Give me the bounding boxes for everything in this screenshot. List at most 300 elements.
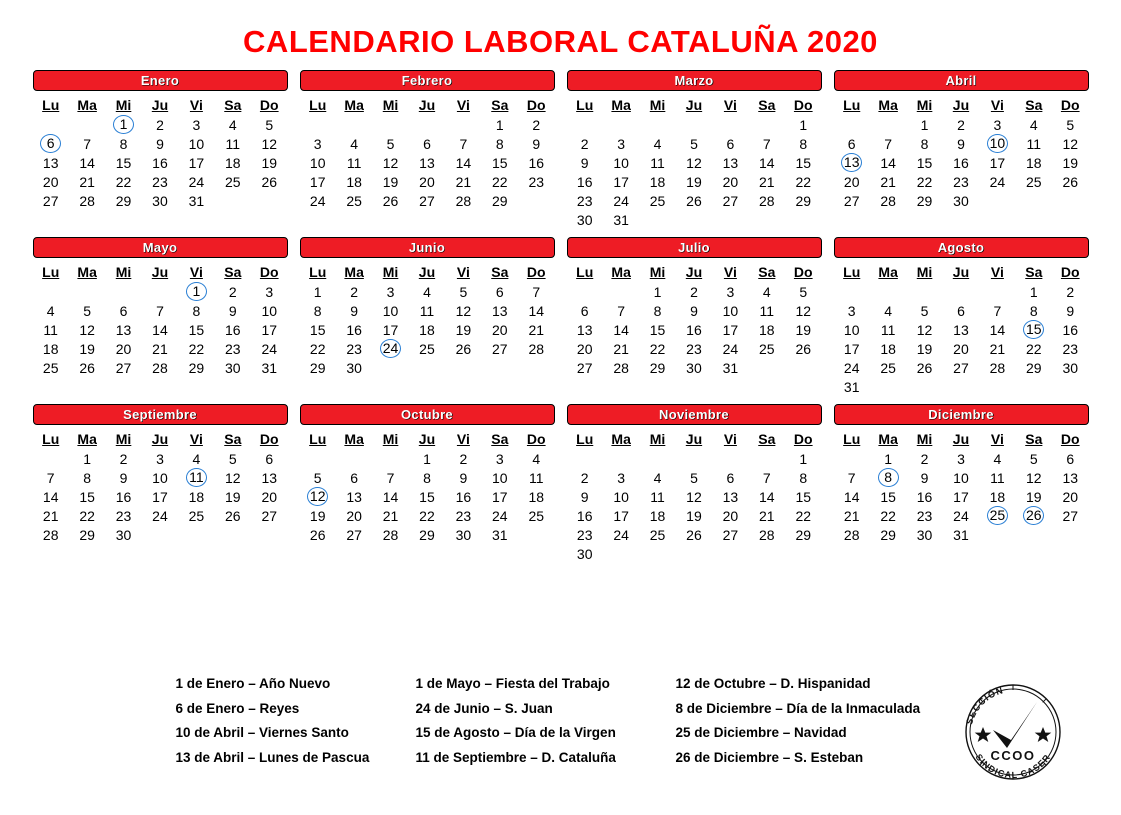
day-cell [676,358,712,377]
day-cell [409,468,445,487]
weekday-label: Mi [916,264,933,280]
day-cell [785,115,821,134]
day-cell [906,191,942,210]
day-number: 25 [649,526,666,543]
day-cell-empty [251,191,287,210]
day-cell [1052,134,1088,153]
legend-column-3 [676,672,976,770]
day-cell [251,172,287,191]
day-number: 23 [152,173,168,190]
week-row [33,525,288,544]
day-cell-empty [409,358,445,377]
day-cell [300,320,336,339]
day-number: 14 [528,302,545,319]
day-cell-empty [676,210,712,229]
day-cell [372,525,408,544]
day-cell-empty [1052,191,1088,210]
week-row [300,153,555,172]
day-cell [409,320,445,339]
day-cell [105,339,141,358]
day-number: 2 [690,283,698,300]
day-number: 25 [346,192,362,209]
day-cell-empty [712,449,748,468]
day-cell [215,115,251,134]
day-cell [69,301,105,320]
day-cell [372,301,408,320]
week-row [567,506,822,525]
day-number: 26 [455,340,472,357]
day-number: 4 [653,135,662,152]
day-cell [1052,320,1088,339]
day-cell-holiday [178,282,214,301]
week-row [567,320,822,339]
day-cell [69,449,105,468]
day-cell [943,191,979,210]
day-number: 18 [346,173,362,190]
day-number: 12 [1026,469,1042,486]
day-number: 23 [686,340,702,357]
day-cell [445,487,481,506]
month-header: Septiembre [33,404,288,425]
weekday-label: Vi [990,264,1004,280]
day-cell [785,468,821,487]
week-row [567,487,822,506]
weekday-label: Ma [611,264,631,280]
day-cell [785,320,821,339]
day-cell [445,172,481,191]
weekday-label: Sa [1025,264,1043,280]
day-number: 5 [459,283,468,300]
day-number: 8 [799,135,808,152]
day-cell [178,153,214,172]
day-cell [33,153,69,172]
day-number: 20 [346,507,362,524]
day-cell-empty [603,115,639,134]
day-cell-empty [639,210,675,229]
day-number: 15 [309,321,326,338]
day-cell [105,358,141,377]
day-number: 6 [580,302,589,319]
day-cell [518,282,554,301]
legend-item: 25 de Diciembre – Navidad [675,725,847,740]
week-row [33,358,288,377]
week-row [834,525,1089,544]
day-number: 24 [613,192,629,209]
day-number: 14 [880,154,896,171]
day-cell [482,339,518,358]
weekday-label: Mi [916,431,933,447]
weekday-label: Lu [42,264,60,280]
day-cell [215,153,251,172]
day-cell [69,468,105,487]
day-cell-empty [336,115,372,134]
day-number: 6 [350,469,359,486]
day-cell-empty [300,449,336,468]
day-cell-empty [712,210,748,229]
day-number: 29 [492,192,508,209]
weekday-label: Do [259,97,279,113]
day-cell-holiday [33,134,69,153]
month-block [567,237,822,396]
day-number: 29 [79,526,95,543]
day-number: 5 [690,135,698,152]
weekday-label: Mi [649,264,666,280]
day-number: 10 [953,469,969,486]
day-cell [639,172,675,191]
day-cell [482,153,518,172]
day-cell [251,134,287,153]
day-cell [482,320,518,339]
week-row [834,191,1089,210]
day-cell [676,487,712,506]
weekday-label: Ju [685,97,703,113]
day-cell [749,320,785,339]
day-cell [372,282,408,301]
month-block [300,404,555,563]
day-cell [251,358,287,377]
day-number: 27 [261,507,278,524]
day-number: 9 [532,135,541,152]
day-cell [943,449,979,468]
day-cell [834,358,870,377]
calendar-grid [0,70,1121,563]
month-block [567,70,822,229]
day-cell [639,153,675,172]
day-cell [749,301,785,320]
day-number: 24 [722,340,739,357]
day-cell [300,172,336,191]
weekday-label: Do [526,431,546,447]
day-cell [785,282,821,301]
day-number: 1 [495,116,504,133]
day-number: 3 [313,135,322,152]
day-cell-holiday [105,115,141,134]
day-cell [785,506,821,525]
day-number: 1 [83,450,92,467]
day-cell [105,301,141,320]
day-cell [1016,282,1052,301]
day-cell [215,339,251,358]
day-number: 21 [613,340,629,357]
week-row [33,449,288,468]
month-table [834,96,1089,210]
day-number: 8 [313,302,322,319]
day-number: 4 [192,450,201,467]
day-cell [33,487,69,506]
day-cell [336,153,372,172]
weekday-label: Mi [649,431,666,447]
day-cell [676,282,712,301]
day-cell [870,191,906,210]
day-number: 6 [957,302,965,319]
month-block [834,237,1089,396]
day-cell-empty [749,544,785,563]
day-number: 12 [686,154,702,171]
weekday-label: Vi [456,97,470,113]
week-row [300,525,555,544]
day-number: 4 [1029,116,1038,133]
day-cell [749,282,785,301]
day-number: 2 [119,450,128,467]
day-cell [712,153,748,172]
day-number: 23 [225,340,241,357]
day-cell-holiday [979,134,1015,153]
weekday-label: Sa [491,264,509,280]
day-number: 1 [1029,283,1038,300]
day-cell [712,282,748,301]
day-cell-holiday [979,506,1015,525]
day-number: 12 [382,154,399,171]
day-cell [105,487,141,506]
day-cell [567,525,603,544]
weekday-label: Lu [309,264,327,280]
day-number: 7 [46,469,55,486]
day-cell [336,320,372,339]
month-table [567,263,822,377]
day-number: 26 [916,359,933,376]
day-number: 30 [455,526,472,543]
day-cell-empty [482,358,518,377]
day-cell-empty [749,358,785,377]
day-cell-empty [409,115,445,134]
week-row [33,153,288,172]
week-row [834,301,1089,320]
day-number: 25 [1026,173,1042,190]
legend-column-1 [176,672,406,770]
stamp-star-right [1035,727,1052,742]
day-number: 28 [759,192,775,209]
day-number: 27 [953,359,969,376]
day-number: 29 [880,526,896,543]
day-number: 28 [759,526,775,543]
day-number: 29 [115,192,132,209]
day-cell [445,339,481,358]
day-cell-holiday [1016,506,1052,525]
day-number: 29 [795,192,812,209]
weekday-label: Vi [456,264,470,280]
day-number: 3 [726,283,735,300]
day-cell [445,301,481,320]
day-number: 4 [993,450,1002,467]
day-cell [409,134,445,153]
day-cell [372,191,408,210]
day-cell [785,134,821,153]
day-number: 27 [576,359,593,376]
day-cell [215,282,251,301]
weekday-label: Ma [878,264,898,280]
day-number: 11 [346,154,362,171]
month-header: Enero [33,70,288,91]
day-number: 10 [987,134,1008,153]
weekday-label: Do [793,97,813,113]
day-number: 11 [759,302,775,319]
day-number: 3 [192,116,201,133]
day-cell-empty [979,282,1015,301]
day-cell [979,339,1015,358]
day-cell-empty [785,210,821,229]
day-number: 19 [261,154,278,171]
day-number: 3 [156,450,164,467]
day-cell [749,468,785,487]
day-cell [712,506,748,525]
day-number: 5 [1029,450,1038,467]
week-row [33,134,288,153]
day-cell-empty [518,525,554,544]
day-number: 21 [843,507,860,524]
day-number: 15 [795,488,812,505]
legend-item: 12 de Octubre – D. Hispanidad [675,676,871,691]
day-cell-empty [1052,377,1088,396]
day-cell-empty [445,115,481,134]
day-number: 8 [423,469,431,486]
day-cell [785,487,821,506]
day-cell [603,525,639,544]
day-number: 6 [495,283,504,300]
day-number: 10 [722,302,739,319]
day-cell-empty [676,449,712,468]
day-number: 20 [42,173,59,190]
day-number: 5 [799,283,808,300]
day-cell-empty [834,282,870,301]
day-cell [567,210,603,229]
week-row [834,377,1089,396]
day-number: 11 [650,154,665,171]
day-cell-empty [603,449,639,468]
day-number: 30 [916,526,933,543]
day-cell [336,191,372,210]
month-header: Noviembre [567,404,822,425]
day-cell-holiday [300,487,336,506]
day-number: 14 [42,488,59,505]
day-number: 8 [192,302,201,319]
day-number: 7 [762,135,771,152]
day-number: 21 [989,340,1006,357]
day-cell [1016,153,1052,172]
day-number: 13 [722,154,739,171]
month-block [33,404,288,563]
day-cell [251,506,287,525]
day-number: 9 [920,469,929,486]
week-row [567,358,822,377]
month-table [834,430,1089,544]
day-number: 16 [455,488,472,505]
day-cell [518,115,554,134]
day-cell [749,191,785,210]
day-number: 21 [528,321,545,338]
day-number: 2 [532,116,541,133]
day-number: 29 [188,359,205,376]
weekday-label: Lu [309,431,327,447]
stamp-star-left [975,727,992,742]
day-number: 13 [953,321,969,338]
day-number: 8 [653,302,662,319]
month-table [33,263,288,377]
day-cell-empty [906,282,942,301]
day-number: 19 [382,173,399,190]
weekday-label: Lu [843,431,861,447]
day-number: 23 [528,173,545,190]
day-cell [445,449,481,468]
day-cell [639,320,675,339]
day-cell [178,358,214,377]
day-cell [906,153,942,172]
day-number: 8 [495,135,504,152]
stamp-svg [953,672,1073,792]
day-cell [251,115,287,134]
day-number: 21 [152,340,168,357]
day-number: 22 [1026,340,1042,357]
day-number: 21 [759,173,775,190]
day-cell-empty [834,449,870,468]
day-number: 26 [1062,173,1079,190]
day-cell-empty [33,115,69,134]
day-cell [639,301,675,320]
day-number: 12 [225,469,241,486]
day-cell [943,468,979,487]
day-number: 12 [686,488,702,505]
day-cell [943,320,979,339]
weekday-header-row [834,263,1089,282]
stamp-center-label: CCOO [990,748,1036,763]
week-row [300,320,555,339]
day-cell [603,153,639,172]
day-number: 4 [532,450,541,467]
day-cell [105,525,141,544]
week-row [300,506,555,525]
day-number: 18 [419,321,435,338]
day-number: 14 [79,154,95,171]
day-cell [105,153,141,172]
week-row [33,487,288,506]
day-number: 1 [799,450,808,467]
day-number: 9 [690,302,698,319]
day-cell [482,468,518,487]
day-cell [1052,282,1088,301]
day-cell-empty [749,449,785,468]
weekday-label: Sa [224,264,242,280]
day-number: 21 [455,173,472,190]
day-number: 9 [957,135,965,152]
legend-item: 26 de Diciembre – S. Esteban [675,749,864,765]
week-row [33,506,288,525]
day-cell [639,525,675,544]
day-number: 17 [613,173,629,190]
day-number: 10 [613,488,629,505]
day-number: 12 [1062,135,1079,152]
day-cell [785,172,821,191]
day-number: 25 [759,340,775,357]
day-cell-empty [712,544,748,563]
day-cell-holiday [372,339,408,358]
day-number: 1 [313,283,322,300]
day-cell-empty [712,115,748,134]
day-cell [639,468,675,487]
day-cell [482,191,518,210]
day-cell [69,525,105,544]
day-number: 5 [386,135,395,152]
day-number: 14 [613,321,629,338]
day-cell [300,339,336,358]
day-cell [639,506,675,525]
weekday-label: Vi [990,97,1004,113]
day-cell [676,153,712,172]
day-cell [870,153,906,172]
day-number: 6 [265,450,274,467]
day-cell [251,339,287,358]
day-number: 9 [228,302,237,319]
day-cell-empty [979,191,1015,210]
day-number: 18 [1026,154,1042,171]
